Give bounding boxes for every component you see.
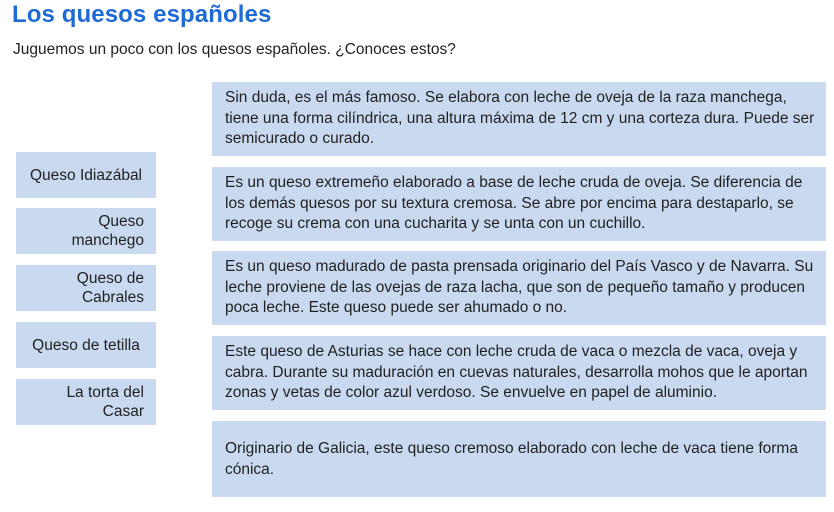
- cheese-card-label: Queso Idiazábal: [29, 166, 143, 184]
- cheese-card-label: La torta del Casar: [66, 384, 144, 420]
- cheese-card-label: Queso de tetilla: [32, 336, 140, 354]
- description-box-4[interactable]: [212, 336, 826, 410]
- cheese-card-label: Queso de Cabrales: [76, 270, 144, 306]
- cheese-card-label: Queso manchego: [71, 213, 144, 249]
- description-box-3[interactable]: [212, 251, 826, 325]
- description-text: Este queso de Asturias se hace con leche cruda de vaca o mezcla de vaca, oveja y cabra. Durante su maduración en cuevas naturales, desarrolla mohos que le aportan zonas y vetas de color azul verdoso. Se envuelve en papel de aluminio.: [225, 343, 808, 402]
- description-box-5[interactable]: [212, 421, 826, 497]
- description-text: Es un queso madurado de pasta prensada originario del País Vasco y de Navarra. Su leche proviene de las ovejas de raza lacha, que son de pequeño tamaño y producen poca leche. Este queso puede ser ahumado o no.: [225, 258, 814, 317]
- page-title: Los quesos españoles: [12, 1, 272, 28]
- cheese-card-torta-del-casar[interactable]: [16, 379, 156, 425]
- instructions-text: Juguemos un poco con los quesos españoles. ¿Conoces estos?: [13, 41, 456, 58]
- description-text: Es un queso extremeño elaborado a base de leche cruda de oveja. Se diferencia de los demás quesos por su textura cremosa. Se abre por encima para destaparlo, se recoge su crema con una cucharita y se unta con un cuchillo.: [225, 174, 803, 233]
- description-box-2[interactable]: [212, 167, 826, 241]
- cheese-card-manchego[interactable]: [16, 208, 156, 254]
- description-text: Originario de Galicia, este queso cremoso elaborado con leche de vaca tiene forma cónica.: [225, 440, 798, 478]
- cheese-card-tetilla[interactable]: [16, 322, 156, 368]
- cheese-card-idiazabal[interactable]: [16, 152, 156, 198]
- description-box-1[interactable]: [212, 82, 826, 156]
- description-text: Sin duda, es el más famoso. Se elabora con leche de oveja de la raza manchega, tiene una forma cilíndrica, una altura máxima de 12 cm y una corteza dura. Puede ser semicurado o curado.: [225, 89, 815, 148]
- cheese-card-cabrales[interactable]: [16, 265, 156, 311]
